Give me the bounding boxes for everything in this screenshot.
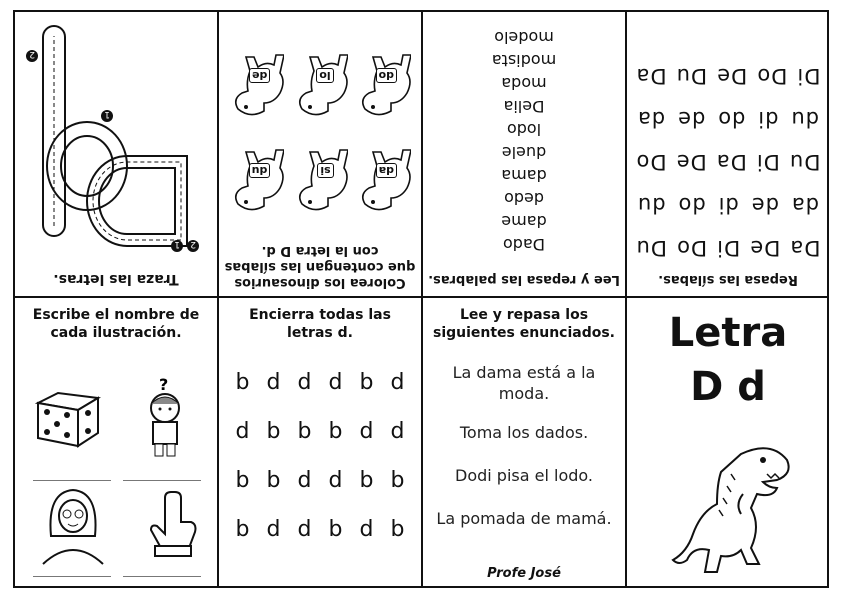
dino-syllable: lo bbox=[316, 68, 333, 83]
letter-cell[interactable]: d bbox=[297, 468, 312, 493]
syllable-row bbox=[631, 236, 825, 260]
letter-cell[interactable]: d bbox=[328, 370, 343, 395]
syllable-row bbox=[631, 64, 825, 88]
dino-item[interactable] bbox=[352, 125, 415, 220]
author-label: Profe José bbox=[487, 566, 561, 581]
letter-cell[interactable]: b bbox=[328, 419, 343, 444]
syllable: do bbox=[717, 107, 746, 131]
letter-row bbox=[227, 419, 413, 444]
syllable: di bbox=[717, 193, 739, 217]
word-item: dama bbox=[501, 166, 547, 185]
letter-cell[interactable]: d bbox=[266, 517, 281, 542]
syllable: De bbox=[675, 150, 707, 174]
answer-line[interactable] bbox=[123, 480, 201, 481]
sentence: Dodi pisa el lodo. bbox=[455, 466, 593, 485]
dino-item[interactable] bbox=[288, 125, 351, 220]
letter-cell[interactable]: d bbox=[235, 419, 250, 444]
syllable: Du bbox=[635, 236, 668, 260]
letter-cell[interactable]: d bbox=[359, 419, 374, 444]
cover-letters: D d bbox=[690, 364, 766, 410]
dice-icon bbox=[33, 388, 103, 448]
letter-grid bbox=[227, 370, 413, 566]
step-number: 1 bbox=[104, 109, 110, 119]
sentence-list bbox=[429, 362, 619, 551]
trace-letter-p-icon bbox=[43, 26, 127, 236]
word-item: dame bbox=[501, 212, 547, 231]
child-thinking-icon bbox=[133, 376, 203, 461]
syllable: Do bbox=[756, 64, 788, 88]
dino-grid bbox=[225, 30, 415, 220]
syllable: Da bbox=[715, 150, 747, 174]
syllable: Du bbox=[788, 150, 821, 174]
step-number: 2 bbox=[29, 49, 35, 59]
dino-syllable: de bbox=[249, 68, 270, 83]
syllable: Da bbox=[635, 64, 667, 88]
word-item: Delia bbox=[503, 97, 545, 116]
syllable: do bbox=[677, 193, 706, 217]
step-number: 1 bbox=[174, 239, 180, 249]
cover-title: Letra bbox=[668, 310, 788, 356]
step-number: 2 bbox=[190, 239, 196, 249]
sentence: Toma los dados. bbox=[459, 423, 589, 442]
syllables-panel bbox=[627, 12, 829, 296]
dino-item[interactable] bbox=[352, 30, 415, 125]
syllables-title: Repasa las sílabas. bbox=[658, 272, 798, 287]
syllable-row bbox=[631, 193, 825, 217]
word-item: modista bbox=[491, 51, 557, 70]
letter-row bbox=[227, 468, 413, 493]
letter-cell[interactable]: b bbox=[235, 468, 250, 493]
cover-panel bbox=[627, 298, 829, 588]
syllable: Du bbox=[675, 64, 708, 88]
syllable-row bbox=[631, 150, 825, 174]
syllable: di bbox=[757, 107, 779, 131]
words-title: Lee y repasa las palabras. bbox=[428, 272, 620, 287]
syllable: du bbox=[636, 193, 666, 217]
trace-panel bbox=[15, 12, 217, 296]
letter-cell[interactable]: d bbox=[390, 370, 405, 395]
dino-item[interactable] bbox=[288, 30, 351, 125]
syllable-row bbox=[631, 107, 825, 131]
letter-row bbox=[227, 517, 413, 542]
svg-text:?: ? bbox=[159, 376, 169, 394]
dino-item[interactable] bbox=[225, 30, 288, 125]
syllable: De bbox=[749, 236, 781, 260]
words-panel bbox=[423, 12, 625, 296]
write-title: Escribe el nombre de cada ilustración. bbox=[32, 307, 200, 341]
word-item: duele bbox=[501, 143, 547, 162]
trace-title: Traza las letras. bbox=[53, 271, 179, 287]
letter-cell[interactable]: b bbox=[266, 419, 281, 444]
t-rex-icon bbox=[671, 434, 801, 574]
color-panel bbox=[219, 12, 421, 296]
color-title: Colorea los dinosaurios que contengan las sílabas con la letra D d. bbox=[224, 243, 416, 290]
syllable: Do bbox=[676, 236, 708, 260]
sentence: La pomada de mamá. bbox=[436, 509, 612, 528]
syllable: de bbox=[750, 193, 779, 217]
circle-title: Encierra todas las letras d. bbox=[249, 307, 391, 341]
circle-panel bbox=[219, 298, 421, 588]
dino-item[interactable] bbox=[225, 125, 288, 220]
letter-cell[interactable]: d bbox=[359, 517, 374, 542]
word-item: modelo bbox=[494, 28, 554, 47]
trace-letter-d-icon bbox=[87, 156, 187, 246]
word-item: dedo bbox=[504, 189, 544, 208]
word-item: lodo bbox=[506, 120, 542, 139]
letter-row bbox=[227, 370, 413, 395]
syllable: da bbox=[790, 193, 820, 217]
sentence: La dama está a la moda. bbox=[452, 363, 596, 403]
word-list bbox=[423, 26, 625, 256]
letter-cell[interactable]: b bbox=[266, 468, 281, 493]
word-item: moda bbox=[501, 74, 547, 93]
dino-syllable: si bbox=[317, 163, 333, 178]
syllable: Di bbox=[796, 64, 821, 88]
letter-cell[interactable]: d bbox=[266, 370, 281, 395]
woman-icon bbox=[37, 486, 109, 566]
letter-cell[interactable]: b bbox=[235, 517, 250, 542]
syllable: Da bbox=[789, 236, 821, 260]
letter-cell[interactable]: d bbox=[328, 468, 343, 493]
letter-cell[interactable]: b bbox=[359, 370, 374, 395]
syllable: de bbox=[677, 107, 706, 131]
syllable: De bbox=[716, 64, 748, 88]
trace-letters bbox=[17, 16, 207, 266]
letter-cell[interactable]: b bbox=[328, 517, 343, 542]
letter-cell[interactable]: b bbox=[390, 517, 405, 542]
letter-cell[interactable]: b bbox=[390, 468, 405, 493]
answer-line[interactable] bbox=[123, 576, 201, 577]
finger-icon bbox=[137, 488, 203, 558]
write-panel bbox=[15, 298, 217, 588]
sentences-title: Lee y repasa los siguientes enunciados. bbox=[432, 307, 615, 341]
syllable-grid bbox=[631, 45, 825, 260]
word-item: Dado bbox=[502, 235, 546, 254]
letter-cell[interactable]: b bbox=[297, 419, 312, 444]
syllable: Di bbox=[716, 236, 741, 260]
syllable: du bbox=[790, 107, 820, 131]
sentences-panel bbox=[423, 298, 625, 588]
letter-cell[interactable]: b bbox=[359, 468, 374, 493]
answer-line[interactable] bbox=[33, 576, 111, 577]
dino-syllable: do bbox=[376, 68, 397, 83]
syllable: Di bbox=[755, 150, 780, 174]
letter-cell[interactable]: d bbox=[297, 517, 312, 542]
letter-cell[interactable]: d bbox=[297, 370, 312, 395]
dino-syllable: du bbox=[249, 163, 271, 178]
letter-cell[interactable]: b bbox=[235, 370, 250, 395]
letter-cell[interactable]: d bbox=[390, 419, 405, 444]
syllable: Do bbox=[635, 150, 667, 174]
dino-syllable: da bbox=[376, 163, 397, 178]
worksheet bbox=[13, 10, 829, 588]
syllable: da bbox=[636, 107, 666, 131]
answer-line[interactable] bbox=[33, 480, 111, 481]
